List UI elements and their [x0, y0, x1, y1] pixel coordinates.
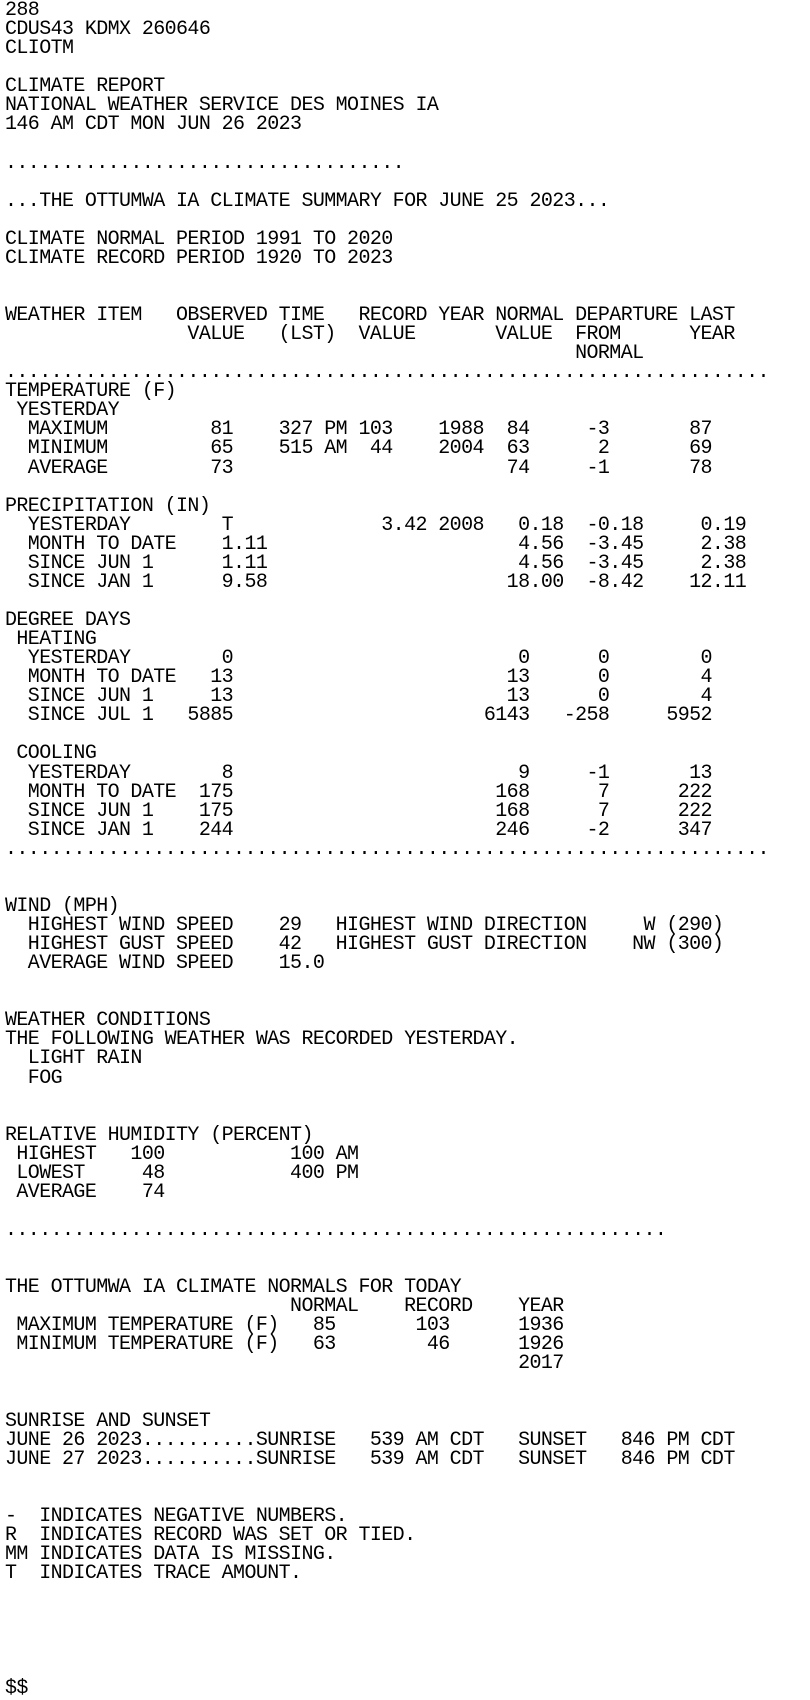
report-line: YESTERDAY 0 0 0 0	[5, 647, 712, 671]
report-line	[5, 1374, 810, 1393]
report-line	[5, 268, 810, 287]
report-line: HIGHEST WIND SPEED 29 HIGHEST WIND DIRECTION W (290)	[5, 914, 724, 937]
report-line: MM INDICATES DATA IS MISSING.	[5, 1543, 336, 1567]
report-line: NORMAL RECORD YEAR	[5, 1295, 564, 1319]
report-line: T INDICATES TRACE AMOUNT.	[5, 1562, 302, 1586]
report-line: YESTERDAY 8 9 -1 13	[5, 761, 712, 785]
report-line	[5, 1107, 810, 1126]
report-line	[5, 1621, 810, 1640]
report-line: CLIMATE REPORT	[5, 75, 165, 99]
report-line: MINIMUM 65 515 AM 44 2004 63 2 69	[5, 437, 712, 461]
report-line: MAXIMUM TEMPERATURE (F) 85 103 1936	[5, 1314, 564, 1338]
report-line	[5, 725, 810, 744]
report-line: THE OTTUMWA IA CLIMATE NORMALS FOR TODAY	[5, 1276, 462, 1300]
report-line: SINCE JAN 1 9.58 18.00 -8.42 12.11	[5, 570, 747, 594]
report-line: LIGHT RAIN	[5, 1047, 142, 1071]
report-line	[5, 1659, 810, 1678]
report-line: MAXIMUM 81 327 PM 103 1988 84 -3 87	[5, 418, 712, 442]
report-line: COOLING	[5, 742, 97, 766]
report-line: PRECIPITATION (IN)	[5, 494, 211, 518]
report-line: WEATHER CONDITIONS	[5, 1009, 211, 1033]
report-line: NATIONAL WEATHER SERVICE DES MOINES IA	[5, 94, 439, 118]
report-line: MONTH TO DATE 13 13 0 4	[5, 666, 712, 690]
report-line: CLIMATE NORMAL PERIOD 1991 TO 2020	[5, 227, 393, 251]
report-line: WIND (MPH)	[5, 894, 120, 918]
report-line: YESTERDAY T 3.42 2008 0.18 -0.18 0.19	[5, 513, 747, 537]
report-line: - INDICATES NEGATIVE NUMBERS.	[5, 1504, 348, 1528]
report-line: AVERAGE 74	[5, 1180, 165, 1204]
report-line: 2017	[5, 1352, 564, 1376]
report-line: HIGHEST GUST SPEED 42 HIGHEST GUST DIRECTION NW (300)	[5, 933, 724, 957]
report-line: ..........................................................	[5, 1219, 667, 1242]
report-line	[5, 1602, 810, 1621]
report-line: NORMAL	[5, 342, 644, 366]
report-line: ...................................................................	[5, 361, 769, 385]
report-line	[5, 1640, 810, 1659]
report-line: CLIMATE RECORD PERIOD 1920 TO 2023	[5, 246, 393, 270]
report-line	[5, 134, 810, 153]
report-line	[5, 1088, 810, 1107]
report-line: 146 AM CDT MON JUN 26 2023	[5, 113, 302, 137]
report-line: HEATING	[5, 628, 97, 652]
report-line: RELATIVE HUMIDITY (PERCENT)	[5, 1123, 313, 1147]
report-line: WEATHER ITEM OBSERVED TIME RECORD YEAR NORMAL DEPARTURE LAST	[5, 304, 735, 327]
report-line: MINIMUM TEMPERATURE (F) 63 46 1926	[5, 1333, 564, 1357]
report-line	[5, 973, 810, 992]
report-line: SINCE JUN 1 13 13 0 4	[5, 685, 712, 709]
report-line	[5, 1469, 810, 1488]
report-line: SINCE JAN 1 244 246 -2 347	[5, 818, 712, 842]
report-line	[5, 1583, 810, 1602]
report-line: MONTH TO DATE 175 168 7 222	[5, 780, 712, 804]
report-line: R INDICATES RECORD WAS SET OR TIED.	[5, 1524, 416, 1547]
report-line	[5, 173, 810, 192]
report-line: LOWEST 48 400 PM	[5, 1161, 359, 1185]
report-line: SUNRISE AND SUNSET	[5, 1409, 211, 1433]
report-line: MONTH TO DATE 1.11 4.56 -3.45 2.38	[5, 532, 747, 556]
report-line: SINCE JUL 1 5885 6143 -258 5952	[5, 704, 712, 728]
report-line	[5, 1240, 810, 1259]
report-line: ...................................................................	[5, 837, 769, 861]
report-line: VALUE (LST) VALUE VALUE FROM YEAR	[5, 323, 735, 347]
report-line: CDUS43 KDMX 260646	[5, 18, 211, 42]
report-line: ...................................	[5, 151, 405, 175]
report-line: HIGHEST 100 100 AM	[5, 1142, 359, 1166]
report-line: 288	[5, 0, 40, 22]
report-line	[5, 1393, 810, 1412]
report-line	[5, 878, 810, 897]
report-line	[5, 211, 810, 230]
report-line: SINCE JUN 1 175 168 7 222	[5, 799, 712, 823]
report-line: CLIOTM	[5, 37, 74, 61]
report-line: YESTERDAY	[5, 399, 120, 423]
report-line: SINCE JUN 1 1.11 4.56 -3.45 2.38	[5, 551, 747, 575]
report-line: THE FOLLOWING WEATHER WAS RECORDED YESTERDAY.	[5, 1028, 519, 1052]
report-line: TEMPERATURE (F)	[5, 380, 177, 404]
report-line: DEGREE DAYS	[5, 609, 131, 632]
report-line: $$	[5, 1676, 28, 1700]
report-line: JUNE 27 2023..........SUNRISE 539 AM CDT SUNSET 846 PM CDT	[5, 1447, 735, 1471]
report-line: FOG	[5, 1066, 63, 1090]
report-line: AVERAGE WIND SPEED 15.0	[5, 952, 325, 976]
report-line: AVERAGE 73 74 -1 78	[5, 456, 712, 480]
report-line	[5, 859, 810, 878]
report-line: ...THE OTTUMWA IA CLIMATE SUMMARY FOR JUNE 25 2023...	[5, 189, 610, 213]
report-line: JUNE 26 2023..........SUNRISE 539 AM CDT SUNSET 846 PM CDT	[5, 1428, 735, 1452]
report-line	[5, 478, 810, 497]
